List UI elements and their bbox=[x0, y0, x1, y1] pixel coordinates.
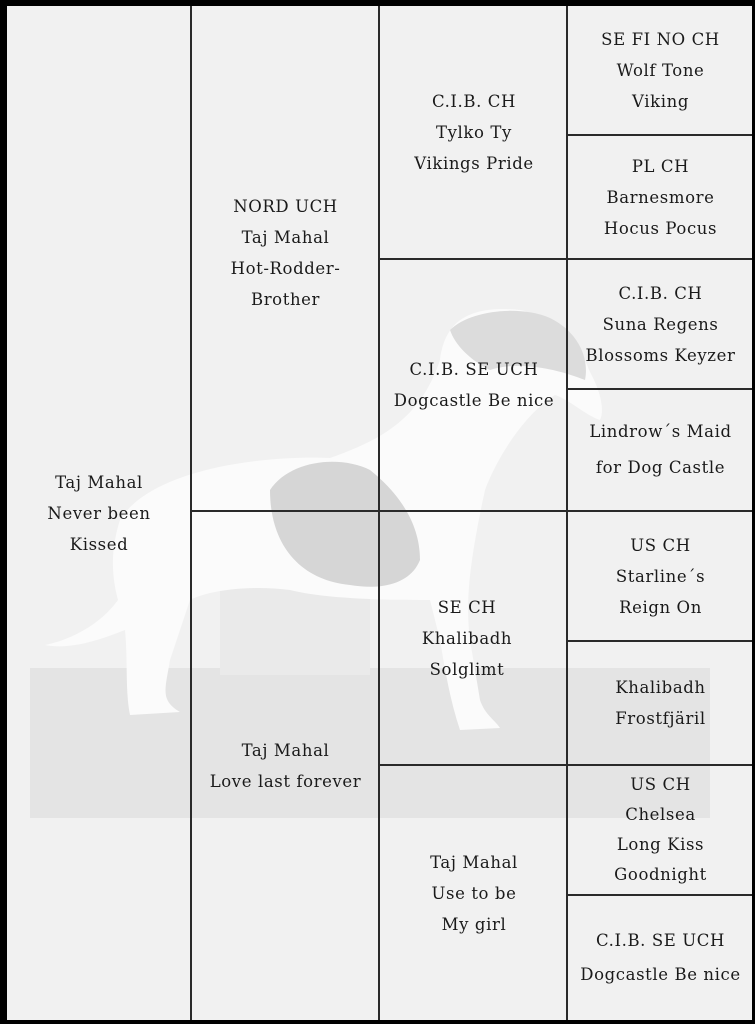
sire-sire-title: C.I.B. CH bbox=[431, 91, 517, 111]
sire-name-line-1: Taj Mahal bbox=[241, 228, 330, 247]
dam-sire bbox=[381, 512, 567, 764]
subject-title: Taj Mahal bbox=[55, 472, 143, 492]
ancestor-4-name-line-1: Lindrow´s Maid bbox=[589, 422, 732, 441]
subject-name-line-1: Never been bbox=[47, 503, 151, 523]
dam-sire-name-line-2: Solglimt bbox=[429, 659, 505, 679]
ancestor-6 bbox=[569, 642, 752, 764]
sire-name-line-3: Brother bbox=[250, 290, 321, 309]
ancestor-8-name: Dogcastle Be nice bbox=[580, 965, 741, 984]
dam-name-line-2: Love last forever bbox=[209, 772, 362, 791]
sire-sire bbox=[381, 6, 567, 258]
divider-col-1 bbox=[190, 6, 192, 1020]
ancestor-2-title: PL CH bbox=[631, 156, 690, 176]
divider-gen3-6 bbox=[566, 764, 752, 766]
divider-col-3 bbox=[566, 6, 568, 1020]
sire-dam-name: Dogcastle Be nice bbox=[393, 391, 555, 410]
ancestor-2 bbox=[569, 136, 752, 258]
ancestor-4 bbox=[569, 390, 752, 510]
ancestor-5-name-line-1: Starline´s bbox=[615, 566, 706, 586]
divider-gen3-2 bbox=[566, 258, 752, 260]
ancestor-1-name-line-1: Wolf Tone bbox=[616, 60, 705, 80]
ancestor-8 bbox=[569, 896, 752, 1020]
ancestor-5-name-line-2: Reign On bbox=[619, 597, 702, 617]
divider-gen3-3 bbox=[566, 388, 752, 390]
subject-dog bbox=[7, 6, 191, 1020]
sire-title: NORD UCH bbox=[233, 197, 338, 216]
divider-gen3-5 bbox=[566, 640, 752, 642]
ancestor-5-title: US CH bbox=[630, 535, 691, 555]
ancestor-6-name-line-2: Frostfjäril bbox=[615, 709, 706, 728]
ancestor-7 bbox=[569, 766, 752, 894]
sire-sire-name-line-1: Tylko Ty bbox=[436, 122, 512, 142]
divider-gen3-7 bbox=[566, 894, 752, 896]
ancestor-4-name-line-2: for Dog Castle bbox=[595, 458, 726, 477]
dam bbox=[192, 512, 379, 1020]
ancestor-1-name-line-2: Viking bbox=[632, 91, 689, 111]
dam-dam-name-line-3: My girl bbox=[441, 914, 507, 934]
divider-gen1-mid bbox=[190, 510, 378, 512]
dam-name-line-1: Taj Mahal bbox=[241, 741, 330, 760]
sire bbox=[192, 6, 379, 510]
ancestor-7-name-line-3: Goodnight bbox=[614, 865, 707, 884]
ancestor-3-title: C.I.B. CH bbox=[618, 283, 703, 303]
dam-dam bbox=[381, 766, 567, 1020]
ancestor-1-title: SE FI NO CH bbox=[601, 29, 720, 49]
dam-sire-name-line-1: Khalibadh bbox=[421, 628, 513, 648]
ancestor-1 bbox=[569, 6, 752, 134]
divider-gen2-b bbox=[378, 510, 568, 512]
divider-gen3-1 bbox=[566, 134, 752, 136]
ancestor-8-title: C.I.B. SE UCH bbox=[596, 931, 725, 950]
sire-dam-title: C.I.B. SE UCH bbox=[409, 360, 539, 379]
divider-gen2-a bbox=[378, 258, 568, 260]
sire-dam bbox=[381, 260, 567, 510]
sire-sire-name-line-2: Vikings Pride bbox=[414, 153, 534, 173]
divider-gen2-c bbox=[378, 764, 568, 766]
ancestor-7-title: US CH bbox=[630, 775, 691, 794]
ancestor-6-name-line-1: Khalibadh bbox=[615, 678, 706, 697]
divider-gen3-4 bbox=[566, 510, 752, 512]
ancestor-3-name-line-1: Suna Regens bbox=[602, 314, 719, 334]
ancestor-7-name-line-2: Long Kiss bbox=[616, 835, 705, 854]
sire-name-line-2: Hot-Rodder- bbox=[230, 259, 341, 278]
ancestor-2-name-line-2: Hocus Pocus bbox=[603, 218, 718, 238]
dam-dam-name-line-2: Use to be bbox=[431, 883, 517, 903]
ancestor-5 bbox=[569, 512, 752, 640]
subject-name-line-2: Kissed bbox=[69, 534, 129, 554]
ancestor-7-name-line-1: Chelsea bbox=[625, 805, 696, 824]
divider-col-2 bbox=[378, 6, 380, 1020]
dam-sire-title: SE CH bbox=[437, 597, 497, 617]
ancestor-3 bbox=[569, 260, 752, 388]
dam-dam-name-line-1: Taj Mahal bbox=[430, 852, 518, 872]
ancestor-3-name-line-2: Blossoms Keyzer bbox=[585, 345, 736, 365]
ancestor-2-name-line-1: Barnesmore bbox=[606, 187, 715, 207]
